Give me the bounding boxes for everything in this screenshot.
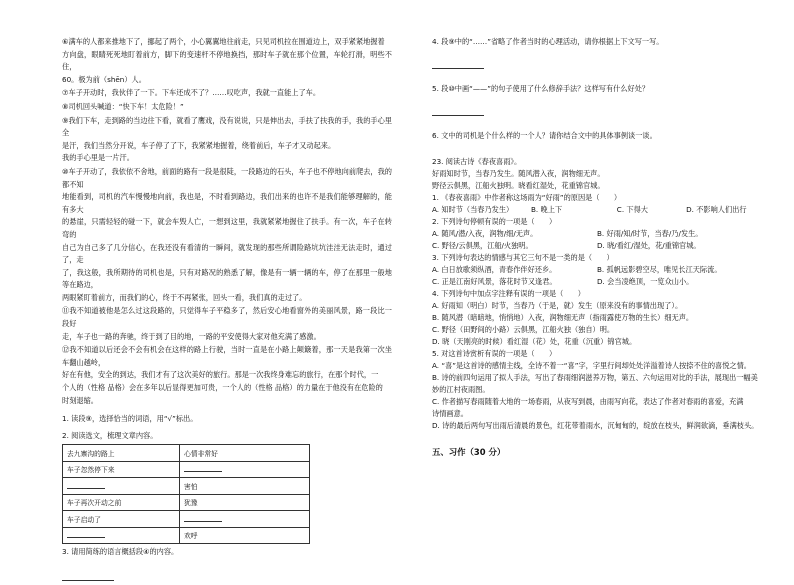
option-row (432, 276, 762, 288)
passage-line: 自己为自己多了几分信心，在我还没有看清的一瞬间，就发现的那些所谓险路坑坑洼洼无法走时，通过了，走 (62, 242, 392, 265)
passage-line: ⑨我们下车，走到路的当边往下看，就看了鹰戏，没有说说，只是伸出去，手扶了扶我的手，我的手心里全 (62, 115, 392, 138)
option[interactable]: A. 随风/潜/入夜，润物/细/无声。 (432, 229, 538, 238)
passage-line: 我的手心里是一片汗。 (62, 153, 134, 163)
passage-line: ⑪我不知道被他是怎么过这段路的，只觉得车子平稳多了，然后安心地看窗外的美丽风景，路一段比一段好 (62, 306, 392, 329)
table-cell[interactable] (180, 461, 310, 478)
question-6: 6. 文中的司机是个什么样的一个人？请你结合文中的具体事例谈一谈。 (432, 131, 657, 140)
poem-questions (432, 192, 762, 432)
passage-line: 是汗，我们当然分开说，车子停了了下，我紧紧地握着，绕着前后，车子才又动起来。 (62, 140, 336, 150)
passage-line: ⑧司机回头喊道：“快下车！太危险！” (62, 101, 184, 111)
option-row (432, 228, 762, 240)
answer-line-q4[interactable] (432, 54, 762, 73)
passage-line: 的悬崖，只需轻轻的碰一下，就会车毁人亡，一想到这里，我就紧紧地握住了扶手。有一次，车子在转弯的 (62, 217, 392, 239)
option[interactable]: B. 晚上下 (531, 205, 563, 214)
poem-section-title: 23. 阅读古诗《春夜喜雨》。 (432, 157, 522, 166)
reading-passage (62, 36, 392, 407)
option-row (432, 240, 762, 252)
passage-paragraph (62, 166, 392, 305)
passage-line: 方向盘，眼睛死死地盯着前方，脚下的变速杆不停地换挡，那时车子就在那个位置，车轮打滑，明些不住， (62, 49, 392, 72)
poem-question-p1: 1. 《春夜喜雨》中作者称这场雨为“好雨”的原因是（ ） (432, 193, 622, 202)
passage-line: 好在有他，安全的到达，我们才有了这次美好的旅行。那是一次我终身难忘的旅行，在那个时代，一 (62, 370, 379, 380)
table-cell[interactable] (63, 527, 180, 544)
passage-line: ⑩车子开动了，我依依不舍地，前面的路有一段是很陡，一段路边的石头，车子也不停地向前爬去，我的都不知 (62, 166, 392, 189)
passage-paragraph (62, 87, 392, 100)
passage-line: 了，我这般，我所期待的司机也是，只有对路况的熟悉了解，像是有一辆一辆的车，停了在那里一般地等在路边， (62, 267, 392, 290)
table-row (63, 461, 310, 478)
passage-line: 个人的（性格 品格）会在多年以后显得更加可贵，一个人的（性格 品格）的力量在于他没有在危险的 (62, 383, 383, 393)
option[interactable]: A. 知时节（当春乃发生） (432, 205, 514, 214)
table-cell: 害怕 (180, 478, 310, 495)
poem-question-p2: 2. 下列诗句停顿有误的一项是（ ） (432, 217, 557, 226)
answer-line-q5[interactable] (432, 101, 762, 120)
table-cell: 欢呼 (180, 527, 310, 544)
passage-line: ⑦车子开动时，我伙伴了一下。下车还成不了？……叹吃声，我就一直能上了车。 (62, 88, 321, 98)
question-2: 2. 阅读选文，梳理文章内容。 (62, 431, 158, 441)
table-cell[interactable] (180, 511, 310, 528)
option[interactable]: D. 会当凌绝顶，一览众山小。 (597, 277, 694, 286)
fill-blank[interactable] (184, 464, 222, 472)
poem-question-p3: 3. 下列诗句表达的情感与其它三句不是一类的是（ ） (432, 253, 614, 262)
table-cell: 犹豫 (180, 494, 310, 511)
passage-line: 两眼紧盯着前方，而我们的心，终于不再紧张，回头一看，我们真的走过了。 (62, 292, 307, 302)
option[interactable]: B. 随风潜（暗暗地，悄悄地）入夜，润物细无声（指雨露使万物的生长）细无声。 (432, 313, 694, 322)
option[interactable]: 诗情画意。 (432, 409, 468, 418)
table-cell: 心情非常好 (180, 445, 310, 462)
table-row (63, 478, 310, 495)
passage-line: 地能看到，司机的汽车慢慢地向前，我也是，不时看到路边，我们出来的也许不是我们能够理解的，能有多大 (62, 192, 392, 214)
table-cell[interactable] (63, 478, 180, 495)
passage-paragraph (62, 115, 392, 165)
question-4: 4. 段⑨中的“……”省略了作者当时的心理活动，请你根据上下文写一写。 (432, 37, 664, 46)
option[interactable]: D. 晓/看红/湿处，花/重锦官城。 (597, 241, 701, 250)
poem-line-1: 好雨知时节，当春乃发生。随风潜入夜，润物细无声。 (432, 169, 605, 178)
table-row (63, 511, 310, 528)
table-cell: 车子忽然停下来 (63, 461, 180, 478)
poem-line-2: 野径云俱黑，江船火独明。晓看红湿处，花重锦官城。 (432, 181, 605, 190)
option[interactable]: 妙的江村夜雨图。 (432, 385, 490, 394)
passage-line: 时刻退缩。 (62, 395, 98, 405)
fill-blank[interactable] (184, 514, 222, 522)
option-row (432, 264, 762, 276)
content-table (62, 444, 310, 544)
option[interactable]: C. 作者描写春雨随着大地的一场春雨，从夜写到晨，由雨写向花，表达了作者对春雨的喜爱，充满 (432, 397, 744, 406)
table-cell: 车子启动了 (63, 511, 180, 528)
fill-blank[interactable] (67, 530, 105, 538)
option[interactable]: C. 野径（田野间的小路）云俱黑，江船火独（独自）明。 (432, 325, 615, 334)
question-5: 5. 段⑩中画“——”的句子使用了什么修辞手法？这样写有什么好处？ (432, 84, 650, 93)
option[interactable]: B. 诗的前四句运用了拟人手法，写出了春雨细润滋养万物，第五、六句运用对比的手法，展现出一幅美 (432, 373, 758, 382)
question-1: 1. 读段⑨，选择恰当的词语，用“√”标出。 (62, 414, 198, 424)
question-3: 3. 请用简练的语言概括段④的内容。 (62, 547, 179, 557)
option[interactable]: B. 孤帆远影碧空尽，唯见长江天际流。 (597, 265, 722, 274)
fill-blank[interactable] (67, 481, 105, 489)
option[interactable]: C. 野径/云俱黑，江船/火独明。 (432, 241, 533, 250)
option[interactable]: A. “喜”是这首诗的感情主线，全诗不着一“喜”字，字里行间却处处洋溢着诗人按捺不住的喜悦之情。 (432, 361, 751, 370)
table-cell: 去九寨沟的路上 (63, 445, 180, 462)
table-row (63, 494, 310, 511)
option[interactable]: C. 下得大 (616, 205, 648, 214)
table-cell: 车子再次开动之前 (63, 494, 180, 511)
table-row (63, 527, 310, 544)
passage-line: 60。极为前（shēn）人。 (62, 74, 146, 84)
option[interactable]: D. 诗的最后两句写出雨后清晨的景色，红花带着雨水，沉甸甸的，绽放在枝头，鲜润欲滴，垂满枝头。 (432, 421, 759, 430)
passage-line: ⑥满车的人都来推地下了，挪起了两个，小心翼翼地往前走，只见司机拉在围道边上，双手紧紧地握着 (62, 37, 385, 46)
option[interactable]: D. 不影响人们出行 (686, 205, 747, 214)
passage-paragraph (62, 36, 392, 86)
option-row (432, 204, 762, 216)
table-row (63, 445, 310, 462)
passage-paragraph (62, 344, 392, 407)
left-column (62, 36, 392, 585)
passage-paragraph (62, 305, 392, 343)
passage-line: 走，车子也一路的奔驰，终于到了目的地，一路的平安使得大家对他充满了感激。 (62, 331, 321, 341)
passage-paragraph (62, 101, 392, 114)
poem-question-p4: 4. 下列诗句中加点字注释有误的一项是（ ） (432, 289, 585, 298)
option[interactable]: B. 好雨/知/时节，当春/乃/发生。 (597, 229, 703, 238)
answer-line-q3[interactable] (62, 566, 392, 585)
option[interactable]: A. 白日放歌须纵酒，青春作伴好还乡。 (432, 265, 557, 274)
section-5-title: 五、习作（30 分） (432, 447, 506, 457)
passage-line: ⑫我不知道以后还会不会有机会在这样的路上行驶，当时一直是在小路上颠簸着，那一天是我第一次坐车翻山越岭， (62, 345, 392, 367)
option[interactable]: A. 好雨知（明白）时节，当春乃（于是，就）发生（原来没有的事情出现了）。 (432, 301, 683, 310)
poem-question-p5: 5. 对这首诗赏析有误的一项是（ ） (432, 349, 557, 358)
right-column (432, 36, 762, 458)
option[interactable]: C. 正是江南好风景，落花时节又逢君。 (432, 277, 557, 286)
option[interactable]: D. 晓（天刚亮的时候）看红湿（花）处，花重（沉重）锦官城。 (432, 337, 637, 346)
